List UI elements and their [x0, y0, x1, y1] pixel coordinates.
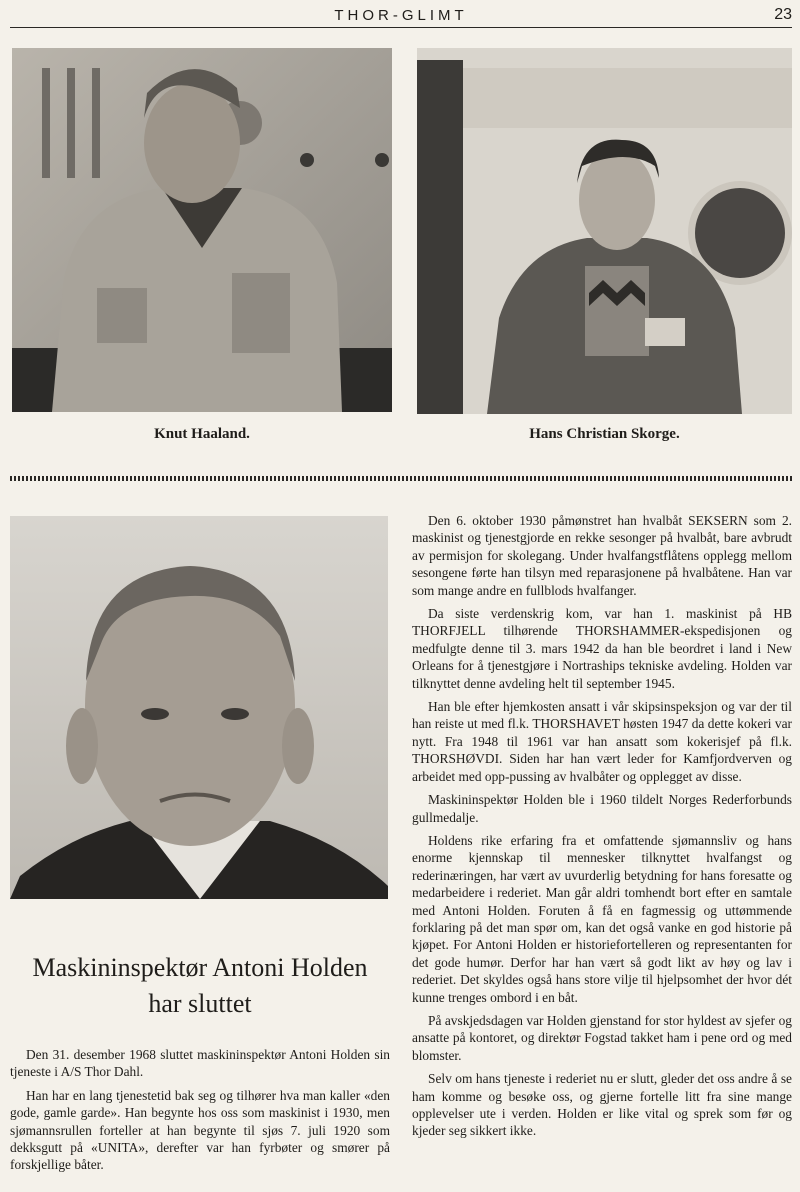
paragraph: Selv om hans tjeneste i rederiet nu er slutt, gleder det oss andre å se ham komme og besøke oss, og gjerne fortelle litt fra sine mange opplevelser ute i verden. Holden er like vital og sprek som før og kjeder seg sikkert ikke.: [412, 1071, 792, 1139]
article-headline: [10, 950, 390, 1022]
photo-caption-knut: Knut Haaland.: [154, 426, 250, 442]
paragraph: På avskjedsdagen var Holden gjenstand for stor hyldest av sjefer og ansatte på kontoret, og direktør Fogstad takket ham i pene ord og med blomster.: [412, 1012, 792, 1063]
article-column-left: [10, 1046, 390, 1180]
paragraph: Maskininspektør Holden ble i 1960 tildelt Norges Rederforbunds gullmedalje.: [412, 792, 792, 825]
paragraph: Han har en lang tjenestetid bak seg og tilhører hva man kaller «den gode, gamle garde». Han begynte hos oss som maskinist i 1930, men sjømannsrullen forteller at han begynte til sjøs 7. juli 1920 som dekksgutt på «UNITA», derefter var han fyrbøter og smører på forskjellige båter.: [10, 1087, 390, 1173]
paragraph: Han ble efter hjemkosten ansatt i vår skipsinspeksjon og var der til han reiste ut med fl.k. THORSHAVET høsten 1947 da dette kokeri var nytt. Fra 1948 til 1961 var han ansatt som kokerisjef på fl.k. THORSHØVDI. Siden har han vært leder for Kamfjordverven og arbeidet med opp-pussing av hvalbåter og opplegget av disse.: [412, 699, 792, 784]
article-column-right: [412, 512, 792, 1146]
paragraph: Holdens rike erfaring fra et omfattende sjømannsliv og hans enorme kjennskap til mennesker tilknyttet hvalfangst og rederinæringen, har vært av uvurderlig betydning for hans foresatte og medarbeidere i rederiet. Man går aldri tomhendt bort efter en samtale med Antoni Holden. Foruten å få en fagmessig og uttømmende forklaring på det man spør om, kan det også vanke en god historie på kjøpet. For Antoni Holden er historiefortelleren og representanten for det gode humør. Derfor har han vært så godt likt av høy og lav i rederiet. Det skyldes også hans store vilje til hjelpsomhet der hvor dét kunne trenges ombord i en båt.: [412, 832, 792, 1005]
paragraph: Den 31. desember 1968 sluttet maskininspektør Antoni Holden sin tjeneste i A/S Thor Dahl.: [10, 1047, 390, 1080]
section-divider: [10, 476, 792, 481]
paragraph: Da siste verdenskrig kom, var han 1. maskinist på HB THORFJELL tilhørende THORSHAMMER-ekspedisjonen og medfulgte denne til 3. mars 1942 da han ble beordret i land i New Orleans for å tjenestgjøre i Nortraships tekniske avdeling. Holden var tilknyttet denne avdeling helt til september 1945.: [412, 606, 792, 691]
paragraph: Den 6. oktober 1930 påmønstret han hvalbåt SEKSERN som 2. maskinist og tjenestgjorde en rekke sesonger på hvalbåt, bare avbrudt av permisjon for skolegang. Under hvalfangstflåtens opplegg mellom sesongene førte han tilsyn med reparasjonene på hvalbåtene. Han var som mange andre en fullblods hvalfanger.: [412, 513, 792, 598]
page-number: 23: [774, 6, 792, 23]
headline-line-1: Maskininspektør Antoni Holden: [32, 953, 368, 982]
photo-caption-hans: Hans Christian Skorge.: [529, 426, 680, 442]
page-header: [10, 4, 792, 28]
photo-knut-haaland: [12, 48, 392, 412]
photo-hans-christian-skorge: [417, 48, 792, 414]
photo-antoni-holden: [10, 516, 388, 899]
magazine-title: THOR-GLIMT: [334, 7, 468, 24]
headline-line-2: har sluttet: [148, 989, 252, 1018]
